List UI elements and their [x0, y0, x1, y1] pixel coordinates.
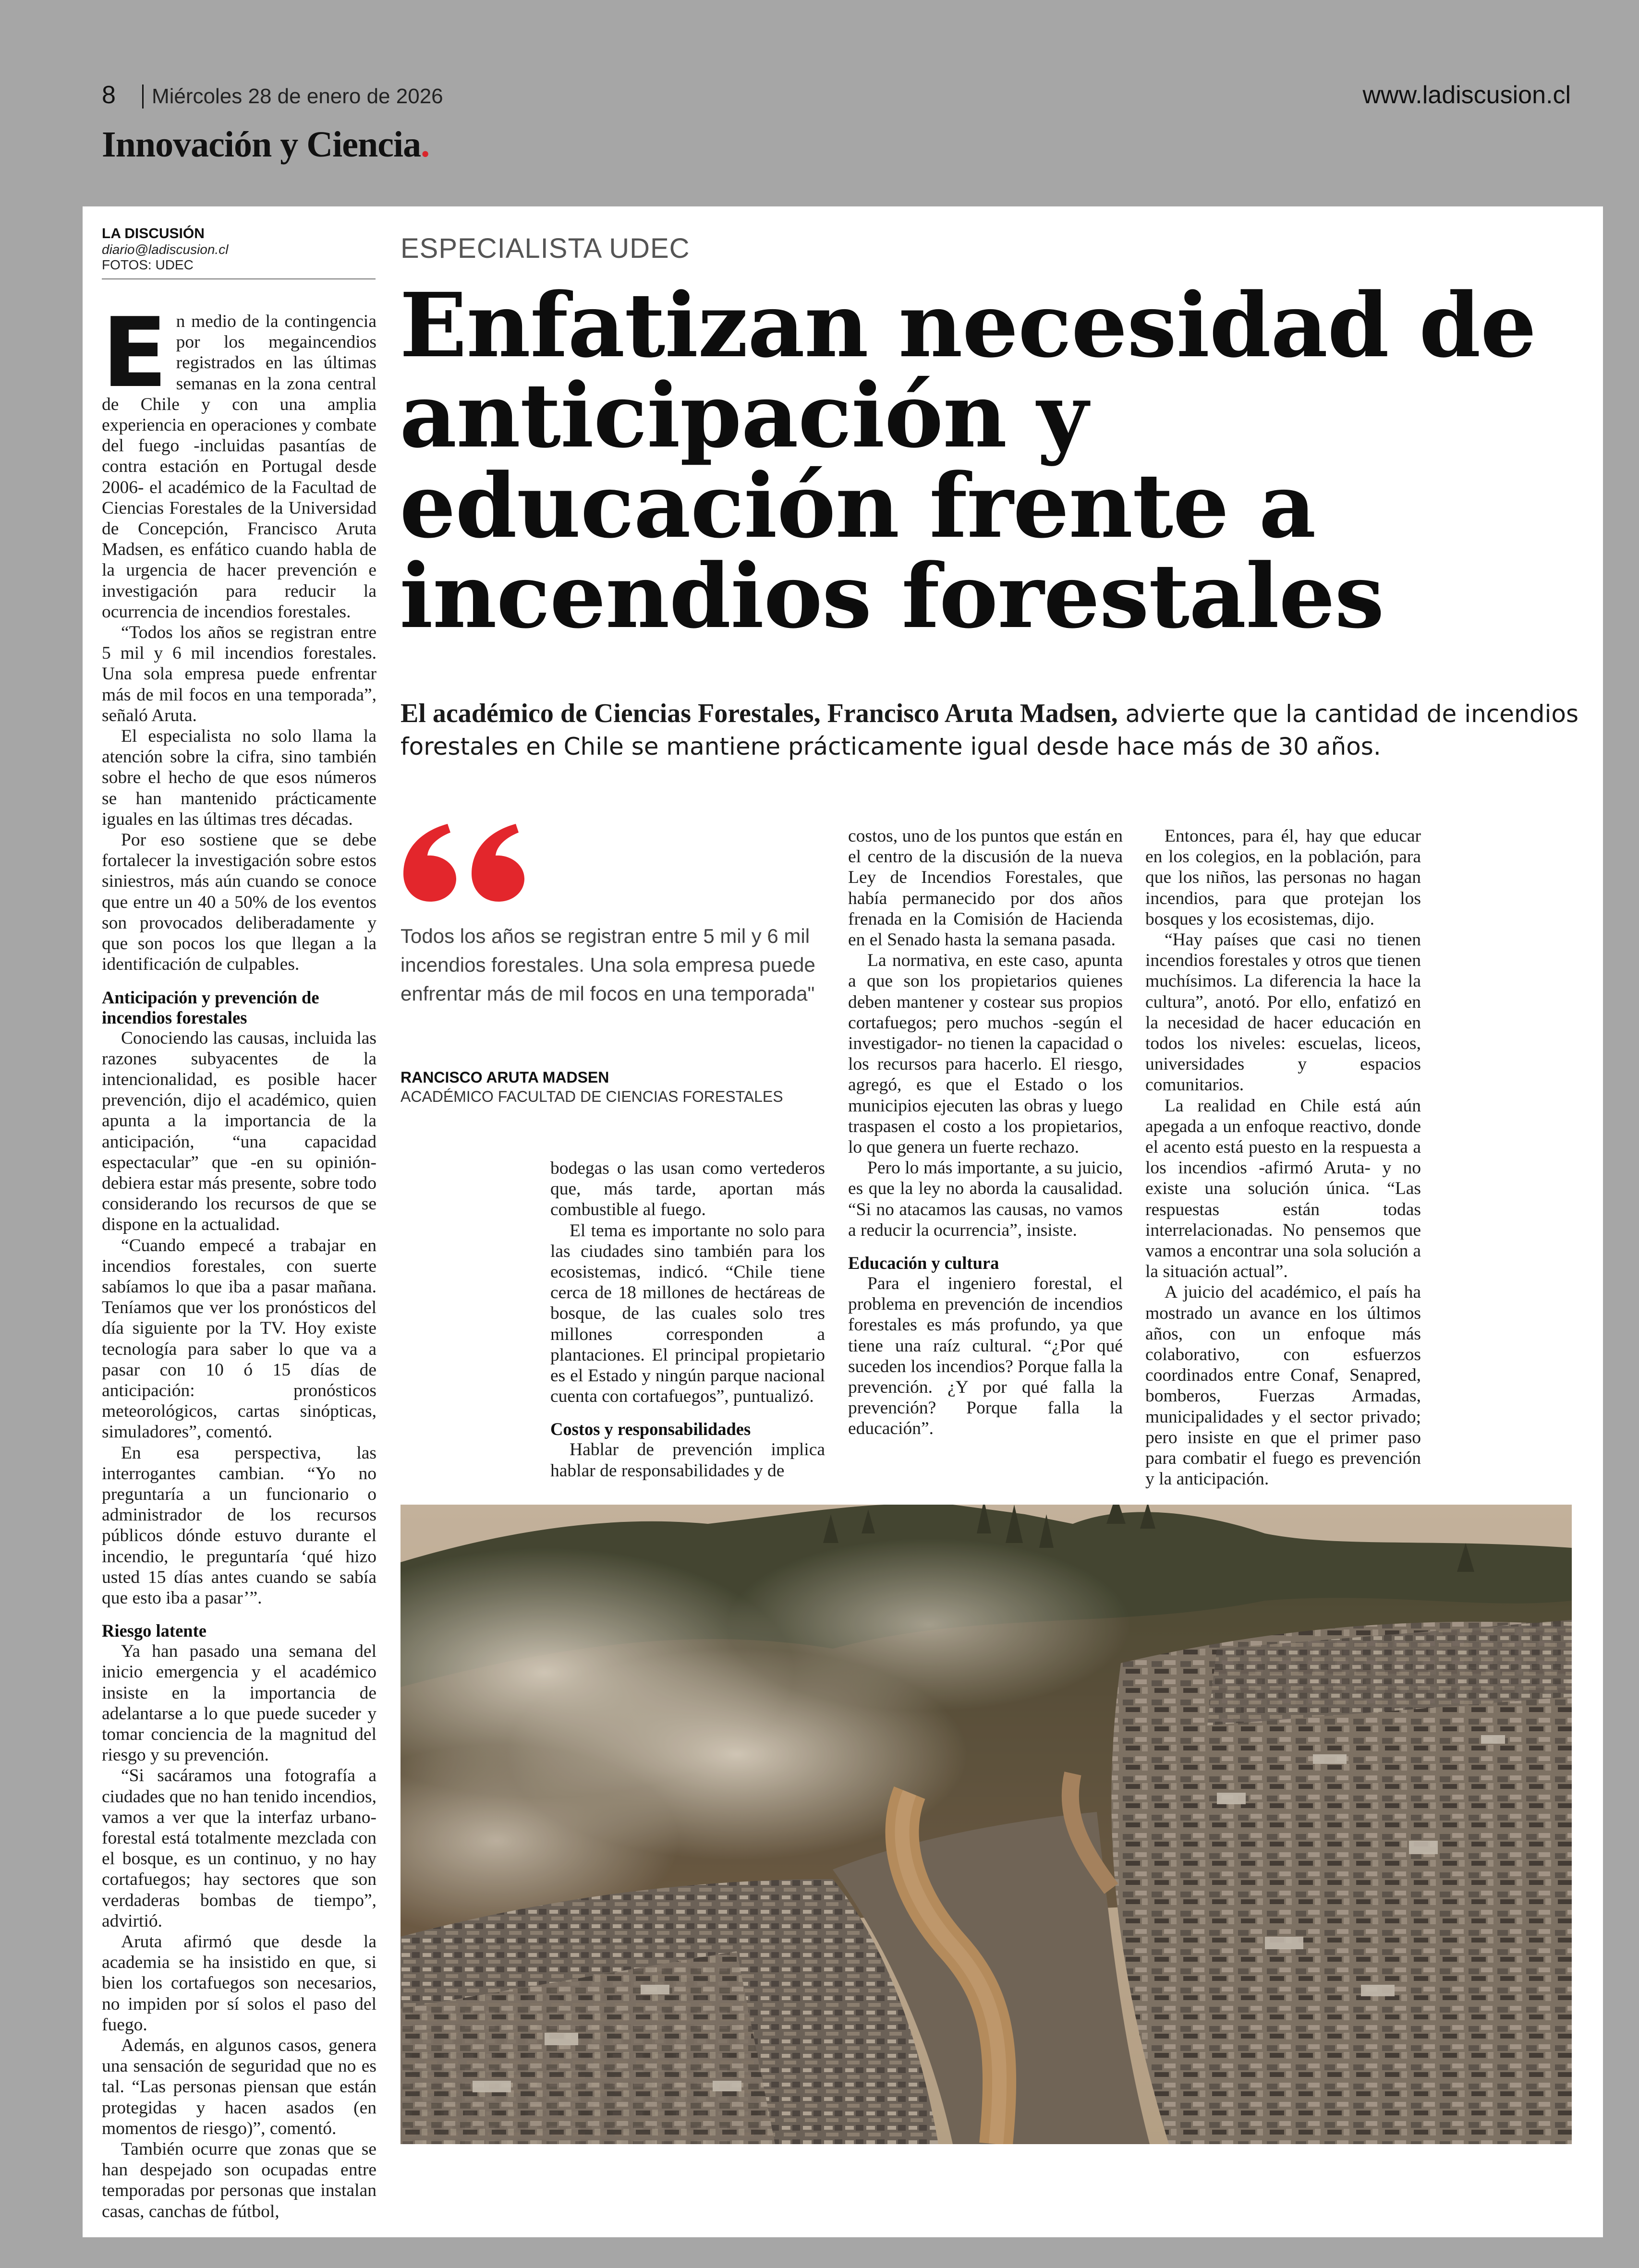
paragraph: También ocurre que zonas que se han despejado son ocupadas entre temporadas por personas que instalan casas, canchas de fútbol,	[102, 2139, 376, 2221]
paragraph: Pero lo más importante, a su juicio, es que la ley no aborda la causalidad. “Si no atacamos las causas, no vamos a reducir la ocurrencia”, insiste.	[848, 1158, 1123, 1240]
paragraph: bodegas o las usan como vertederos que, más tarde, aportan más combustible al fuego.	[550, 1158, 825, 1220]
paragraph: “Cuando empecé a trabajar en incendios forestales, con suerte sabíamos lo que iba a pasar mañana. Teníamos que ver los pronósticos del día siguiente por la TV. Hoy existe tecnología para saber lo que va a pasar con 10 ó 15 días de anticipación: pronósticos meteorológicos, cartas sinópticas, simuladores”, comentó.	[102, 1235, 376, 1442]
paragraph: Para el ingeniero forestal, el problema en prevención de incendios forestales es más profundo, ya que tiene una raíz cultural. “¿Por qué suceden los incendios? Porque falla la prevención. ¿Y por qué falla la prevención? Porque falla la educación”.	[848, 1274, 1123, 1439]
paragraph: “Hay países que casi no tienen incendios forestales y otros que tienen muchísimos. La diferencia la hace la cultura”, anotó. Por ello, enfatizó en la necesidad de hacer educación en todos los niveles: escuelas, liceos, universidades y espacios comunitarios.	[1145, 930, 1421, 1095]
issue-date: Miércoles 28 de enero de 2026	[152, 84, 443, 108]
paragraph: Ya han pasado una semana del inicio emergencia y el académico insiste en la importancia de adelantarse a lo que puede suceder y tomar conciencia de la magnitud del riesgo y su prevención.	[102, 1641, 376, 1765]
body-column-3	[550, 1158, 825, 1481]
lead-bold: El académico de Ciencias Forestales, Francisco Aruta Madsen,	[401, 699, 1118, 728]
byline-org: LA DISCUSIÓN	[102, 226, 205, 241]
article-lead	[401, 697, 1582, 763]
subheading: Riesgo latente	[102, 1621, 206, 1641]
wildfire-aftermath-image	[401, 1505, 1572, 2144]
drop-cap: E	[102, 297, 168, 409]
quote-author-role: ACADÉMICO FACULTAD DE CIENCIAS FORESTALES	[401, 1088, 783, 1105]
paragraph: La realidad en Chile está aún apegada a un enfoque reactivo, donde el acento está puesto en la respuesta a los incendios -afirmó Aruta- y no existe una solución única. “Las respuestas están todas interrelacionadas. No pensemos que vamos a encontrar una sola solución a la situación actual”.	[1145, 1096, 1421, 1282]
paragraph: Entonces, para él, hay que educar en los colegios, en la población, para que los niños, las personas no hagan incendios, para que protejan los bosques y los ecosistemas, dijo.	[1145, 826, 1421, 929]
header-divider	[142, 84, 144, 109]
pull-quote-attribution	[401, 1068, 783, 1106]
section-title	[102, 124, 429, 166]
paragraph: En esa perspectiva, las interrogantes cambian. “Yo no preguntaría a un funcionario o administrador de los recursos públicos dónde estuvo durante el incendio, le preguntaría ‘qué hizo usted 15 días antes cuando se sabía que esto iba a pasar’”.	[102, 1443, 376, 1608]
paragraph: costos, uno de los puntos que están en el centro de la discusión de la nueva Ley de Incendios Forestales, que había permanecido por dos años frenada en la Comisión de Hacienda en el Senado hasta la semana pasada.	[848, 826, 1123, 950]
section-dot: .	[421, 124, 430, 165]
paragraph: “Si sacáramos una fotografía a ciudades que no han tenido incendios, vamos a ver que la interfaz urbano-forestal está totalmente mezclada con el bosque, es un continuo, y no hay cortafuegos; hay sectores que son verdaderas bombas de tiempo”, advirtió.	[102, 1766, 376, 1931]
lead-rest: advierte que la cantidad de incendios forestales en Chile se mantiene prácticamente igual desde hace más de 30 años.	[401, 700, 1579, 760]
paragraph: El especialista no solo llama la atención sobre la cifra, sino también sobre el hecho de que esos números se han mantenido prácticamente iguales en las últimas tres décadas.	[102, 726, 376, 829]
paragraph: Hablar de prevención implica hablar de responsabilidades y de	[550, 1440, 825, 1481]
paragraph: Por eso sostiene que se debe fortalecer la investigación sobre estos siniestros, más aún cuando se conoce que entre un 40 a 50% de los eventos son provocados deliberadamente y que son pocos los que llegan a la identificación de culpables.	[102, 830, 376, 975]
subheading: Anticipación y prevención de incendios forestales	[102, 987, 319, 1027]
article-kicker: ESPECIALISTA UDEC	[401, 233, 690, 264]
paragraph: La normativa, en este caso, apunta a que son los propietarios quienes deben mantener y costear sus propios cortafuegos; pero muchos -según el investigador- no tienen la capacidad o los recursos para hacerlo. El riesgo, agregó, es que el Estado o los municipios ejecuten las obras y luego traspasen el costo a los propietarios, lo que genera un fuerte rechazo.	[848, 951, 1123, 1158]
paragraph: “Todos los años se registran entre 5 mil y 6 mil incendios forestales. Una sola empresa puede enfrentar más de mil focos en una temporada”, señaló Aruta.	[102, 623, 376, 725]
paragraph: Conociendo las causas, incluida las razones subyacentes de la intencionalidad, es posible hacer prevención, dijo el académico, quien apunta a la importancia de la anticipación, “una capacidad espectacular” que -en su opinión- debiera estar más presente, sobre todo considerando los recursos de que se dispone en la actualidad.	[102, 1028, 376, 1235]
pull-quote-text: Todos los años se registran entre 5 mil y 6 mil incendios forestales. Una sola empresa puede enfrentar más de mil focos en una temporada"	[401, 925, 815, 1005]
article-photo	[401, 1505, 1572, 2144]
page-number: 8	[102, 81, 116, 109]
subheading: Educación y cultura	[848, 1253, 999, 1273]
website-url[interactable]: www.ladiscusion.cl	[1362, 81, 1571, 109]
paragraph: El tema es importante no solo para las ciudades sino también para los ecosistemas, indicó. “Chile tiene cerca de 18 millones de hectáreas de bosque, de las cuales solo tres millones corresponden a plantaciones. El principal propietario es el Estado y ningún parque nacional cuenta con cortafuegos”, puntualizó.	[550, 1220, 825, 1407]
quote-author: RANCISCO ARUTA MADSEN	[401, 1069, 609, 1086]
paragraph: A juicio del académico, el país ha mostrado un avance en los últimos años, con un enfoque más colaborativo, con esfuerzos coordinados entre Conaf, Senapred, bomberos, Fuerzas Armadas, municipalidades y el sector privado; pero insiste en que el primer paso para combatir el fuego es prevención y la anticipación.	[1145, 1282, 1421, 1489]
byline-email[interactable]: diario@ladiscusion.cl	[102, 242, 229, 257]
paragraph: Además, en algunos casos, genera una sensación de seguridad que no es tal. “Las personas piensan que están protegidas y hacen asados (en momentos de riesgo)”, comentó.	[102, 2036, 376, 2138]
article-headline: Enfatizan necesidad de anticipación y educación frente a incendios forestales	[400, 274, 1536, 648]
quote-mark-svg	[401, 822, 530, 904]
body-column-5	[1145, 826, 1421, 1490]
subheading: Costos y responsabilidades	[550, 1419, 751, 1439]
byline-rule	[102, 278, 376, 279]
body-column-1	[102, 297, 376, 2222]
byline	[102, 226, 371, 273]
byline-photos: FOTOS: UDEC	[102, 257, 194, 272]
body-column-4	[848, 826, 1123, 1439]
quote-mark-icon	[401, 822, 530, 906]
paragraph: Aruta afirmó que desde la academia se ha insistido en que, si bien los cortafuegos son necesarios, no impiden por sí solos el paso del fuego.	[102, 1932, 376, 2035]
paragraph: n medio de la contingencia por los megaincendios registrados en las últimas semanas en la zona central de Chile y con una amplia experiencia en operaciones y combate del fuego -incluidas pasantías de contra estación en Portugal desde 2006- el académico de la Facultad de Ciencias Forestales de la Universidad de Concepción, Francisco Aruta Madsen, es enfático cuando habla de la urgencia de hacer prevención e investigación para reducir la ocurrencia de incendios forestales.	[102, 312, 376, 622]
section-name: Innovación y Ciencia	[102, 124, 421, 165]
